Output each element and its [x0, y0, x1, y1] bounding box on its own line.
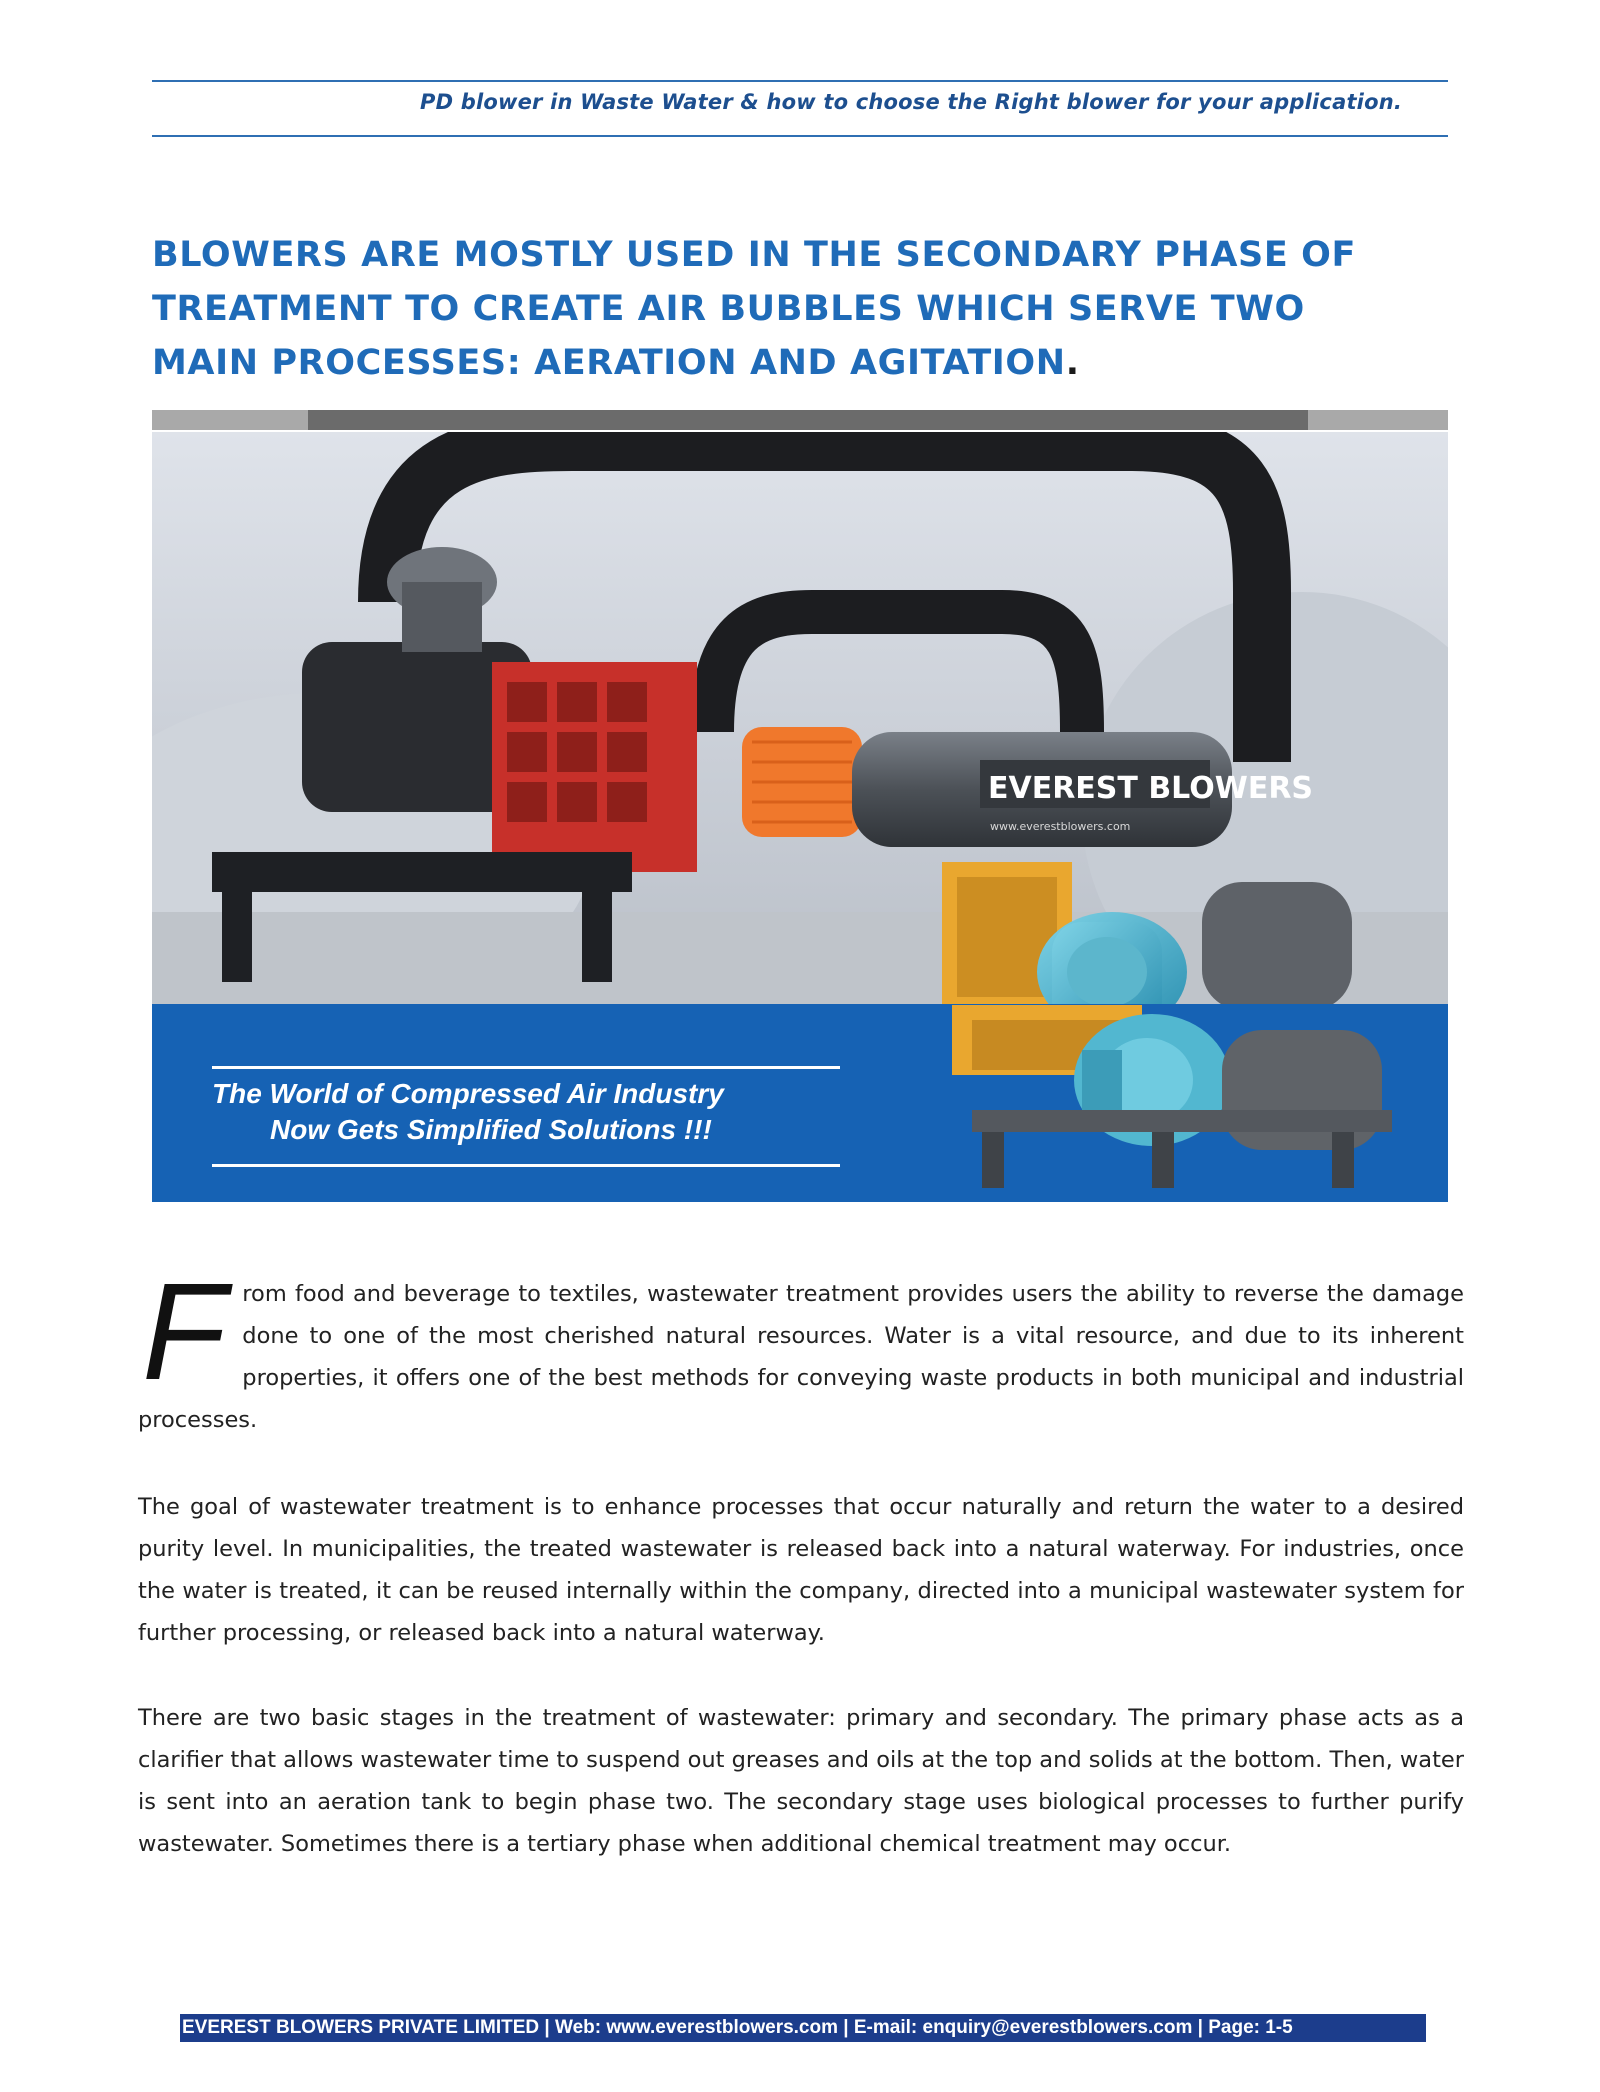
hero-banner [152, 410, 1448, 1202]
tagline-rule-top [212, 1066, 840, 1069]
paragraph-2: The goal of wastewater treatment is to enhance processes that occur naturally and return the water to a desired purity level. In municipalities, the treated wastewater is released back into a natural waterway. For industries, once the water is treated, it can be reused internally within the company, directed into a municipal wastewater system for further processing, or released back into a natural waterway. [138, 1494, 1464, 1646]
tagline-line-1: The World of Compressed Air Industry [212, 1078, 724, 1109]
brand-text: EVEREST BLOWERS [988, 771, 1314, 806]
tagline-rule-bottom [212, 1164, 840, 1167]
heading-line-1: BLOWERS ARE MOSTLY USED IN THE SECONDARY PHASE OF [152, 235, 1357, 275]
paragraph-3: There are two basic stages in the treatment of wastewater: primary and secondary. The primary phase acts as a clarifier that allows wastewater time to suspend out greases and oils at the top and solids at the bottom. Then, water is sent into an aeration tank to begin phase two. The secondary stage uses biological processes to further purify wastewater. Sometimes there is a tertiary phase when additional chemical treatment may occur. [138, 1705, 1464, 1857]
heading-end-mark: . [1065, 343, 1080, 383]
heading-line-2: TREATMENT TO CREATE AIR BUBBLES WHICH SERVE TWO [152, 289, 1305, 329]
paragraph-1 [138, 1255, 1464, 1441]
heading-line-3-text: MAIN PROCESSES: AERATION AND AGITATION [152, 343, 1066, 383]
header-rule-top [152, 80, 1448, 82]
running-title: PD blower in Waste Water & how to choose the Right blower for your application. [420, 90, 1403, 114]
header-rule-bottom [152, 135, 1448, 137]
page-heading [152, 228, 1452, 390]
drop-cap: F [142, 1255, 227, 1409]
page-footer: EVEREST BLOWERS PRIVATE LIMITED | Web: www.everestblowers.com | E-mail: enquiry@everestblowers.com | Page: 1-5 [180, 2014, 1426, 2042]
heading-line-3 [152, 336, 1452, 390]
tagline-line-2: Now Gets Simplified Solutions !!! [270, 1114, 712, 1145]
brand-url-small: www.everestblowers.com [990, 820, 1131, 833]
paragraph-1-text: rom food and beverage to textiles, wastewater treatment provides users the ability to reverse the damage done to one of the most cherished natural resources. Water is a vital resource, and due to its inherent properties, it offers one of the best methods for conveying waste products in both municipal and industrial processes. [138, 1281, 1464, 1433]
hero-tagline [212, 1076, 840, 1148]
